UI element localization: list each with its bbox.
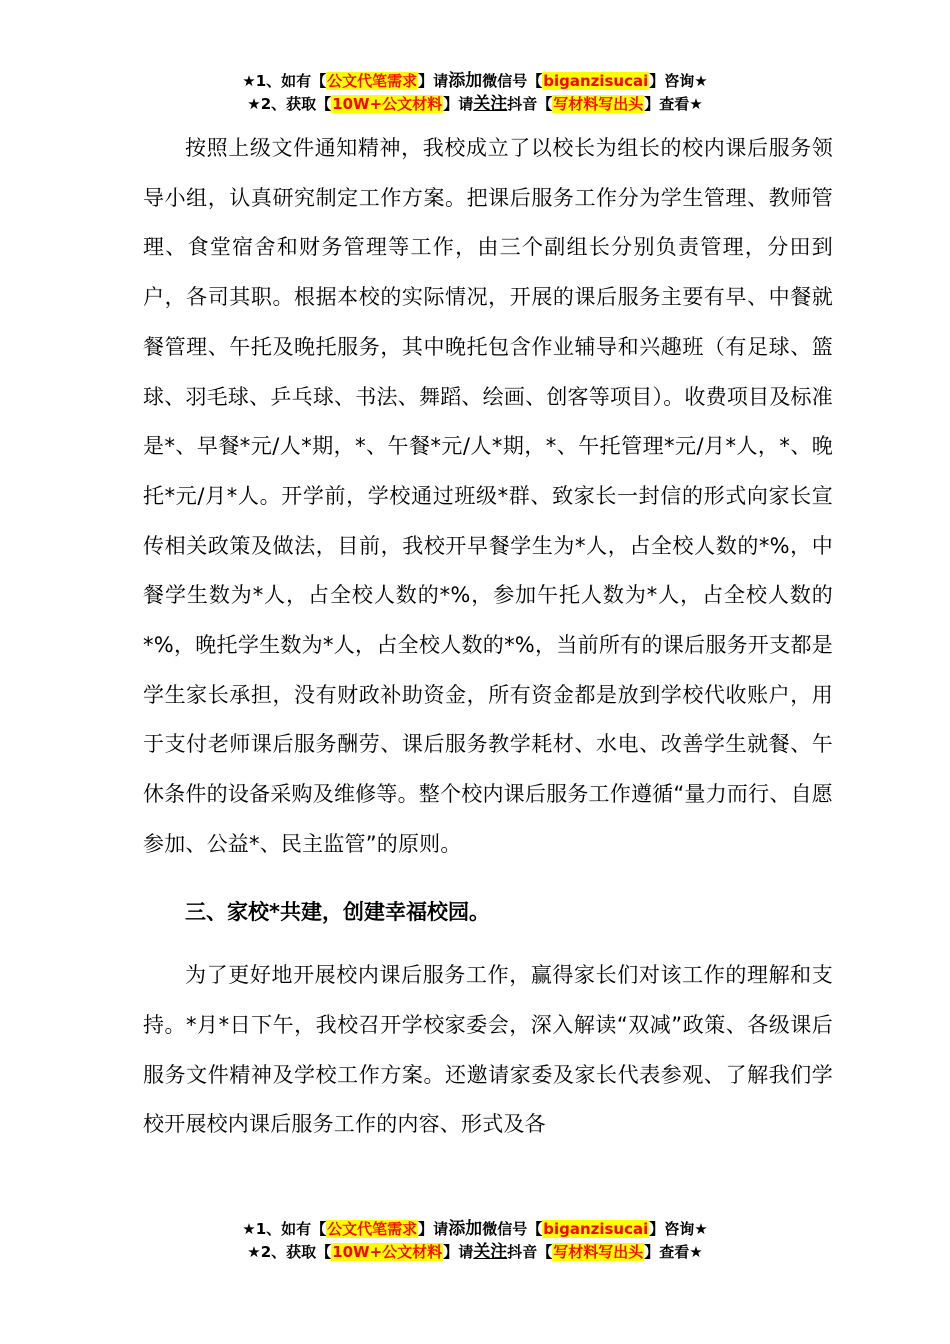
promo2-suffix: 】查看★ — [644, 1243, 703, 1261]
promo1-suffix: 】咨询★ — [649, 1220, 708, 1238]
promo2-text-douyin: 抖音【 — [507, 1243, 553, 1261]
body-paragraph-2: 为了更好地开展校内课后服务工作，赢得家长们对该工作的理解和支持。*月*日下午，我校召开学校家委会，深入解读“双减”政策、各级课后服务文件精神及学校工作方案。还邀请家委及家长代表参观、了解我们学校开展校内课后服务工作的内容、形式及各 — [143, 963, 833, 1137]
promo2-text-follow: 关注 — [473, 1242, 508, 1262]
promo2-highlight-materials: 10W+公文材料 — [332, 95, 443, 113]
promo1-highlight-service: 公文代笔需求 — [327, 1220, 418, 1238]
promo1-text-add: 添加 — [448, 1219, 483, 1239]
promo1-text-add: 添加 — [448, 71, 483, 91]
promo2-prefix: ★2、获取【 — [247, 1243, 332, 1261]
promo1-highlight-service: 公文代笔需求 — [327, 72, 418, 90]
promo1-prefix: ★1、如有【 — [242, 1220, 327, 1238]
promo1-text-wechat: 微信号【 — [482, 1220, 543, 1238]
promo1-prefix: ★1、如有【 — [242, 72, 327, 90]
promo2-highlight-account: 写材料写出头 — [553, 95, 644, 113]
promo2-suffix: 】查看★ — [644, 95, 703, 113]
promo2-text-please: 】请 — [443, 95, 474, 113]
promo2-text-follow: 关注 — [473, 94, 508, 114]
promo-line-2-footer — [0, 1241, 950, 1264]
promo1-text-wechat: 微信号【 — [482, 72, 543, 90]
promo-line-1-footer — [0, 1218, 950, 1241]
promo1-text-please: 】请 — [418, 72, 449, 90]
promo-footer — [0, 1218, 950, 1264]
section-heading-3: 三、家校*共建，创建幸福校园。 — [185, 899, 490, 924]
promo2-text-douyin: 抖音【 — [507, 95, 553, 113]
body-paragraph-1: 按照上级文件通知精神，我校成立了以校长为组长的校内课后服务领导小组，认真研究制定工作方案。把课后服务工作分为学生管理、教师管理、食堂宿舍和财务管理等工作，由三个副组长分别负责管理，分田到户，各司其职。根据本校的实际情况，开展的课后服务主要有早、中餐就餐管理、午托及晚托服务，其中晚托包含作业辅导和兴趣班（有足球、篮球、羽毛球、乒乓球、书法、舞蹈、绘画、创客等项目）。收费项目及标准是*、早餐*元/人*期，*、午餐*元/人*期，*、午托管理*元/月*人，*、晚托*元/月*人。开学前，学校通过班级*群、致家长一封信的形式向家长宣传相关政策及做法，目前，我校开早餐学生为*人，占全校人数的*%，中餐学生数为*人，占全校人数的*%，参加午托人数为*人，占全校人数的*%，晚托学生数为*人，占全校人数的*%，当前所有的课后服务开支都是学生家长承担，没有财政补助资金，所有资金都是放到学校代收账户，用于支付老师课后服务酬劳、课后服务教学耗材、水电、改善学生就餐、午休条件的设备采购及维修等。整个校内课后服务工作遵循“量力而行、自愿参加、公益*、民主监管”的原则。 — [143, 136, 833, 856]
promo1-text-please: 】请 — [418, 1220, 449, 1238]
promo2-prefix: ★2、获取【 — [247, 95, 332, 113]
promo-line-1 — [0, 70, 950, 93]
promo2-text-please: 】请 — [443, 1243, 474, 1261]
document-body — [143, 124, 833, 1150]
promo-line-2 — [0, 93, 950, 116]
promo2-highlight-account: 写材料写出头 — [553, 1243, 644, 1261]
promo-header — [0, 70, 950, 116]
promo1-highlight-wechat-id: biganzisucai — [543, 1220, 649, 1238]
promo1-highlight-wechat-id: biganzisucai — [543, 72, 649, 90]
promo1-suffix: 】咨询★ — [649, 72, 708, 90]
promo2-highlight-materials: 10W+公文材料 — [332, 1243, 443, 1261]
